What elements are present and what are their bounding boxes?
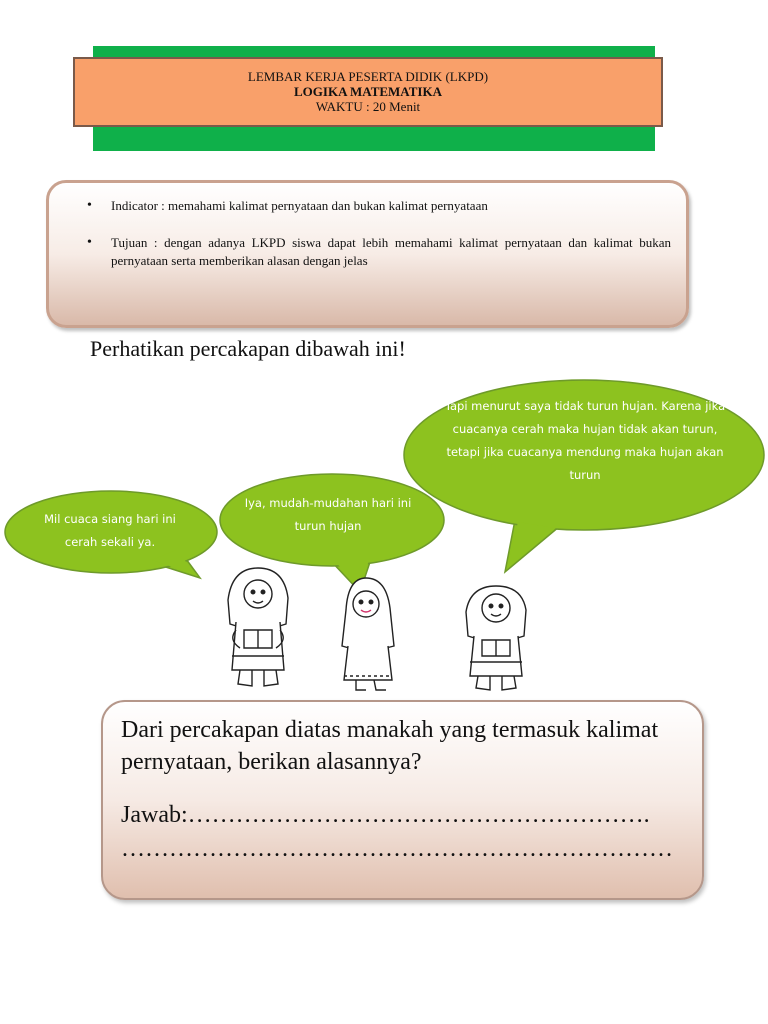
child-figure-2 [342,578,394,690]
tujuan-item: • Tujuan : dengan adanya LKPD siswa dapat lebih memahami kalimat pernyataan dan kalimat bukan pernyataan serta memberikan alasan dengan jelas [111,234,671,270]
answer-continuation-line[interactable]: …………………………………………………………… [121,836,673,862]
child-figure-3 [466,586,526,690]
speech-bubble-3-text: Tapi menurut saya tidak turun hujan. Karena jika cuacanya cerah maka hujan tidak akan turun, tetapi jika cuacanya mendung maka hujan akan turun [444,399,726,482]
answer-field[interactable]: Jawab:…………………………………………………. [121,802,650,828]
question-box [101,700,704,900]
header-line-subject: LOGIKA MATEMATIKA [294,84,442,99]
speech-bubble-2-text: Iya, mudah-mudahan hari ini turun hujan [244,496,412,533]
child-figure-1 [228,568,288,686]
speech-bubble-1-text: Mil cuaca siang hari ini cerah sekali ya. [44,512,176,549]
header-line-time: WAKTU : 20 Menit [315,99,421,114]
header-line-lkpd: LEMBAR KERJA PESERTA DIDIK (LKPD) [247,69,489,84]
instruction-text: Perhatikan percakapan dibawah ini! [90,336,406,361]
indicator-item: • Indicator : memahami kalimat pernyataan dan bukan kalimat pernyataan [111,197,671,215]
question-text: Dari percakapan diatas manakah yang termasuk kalimat pernyataan, berikan alasannya? [121,717,659,775]
